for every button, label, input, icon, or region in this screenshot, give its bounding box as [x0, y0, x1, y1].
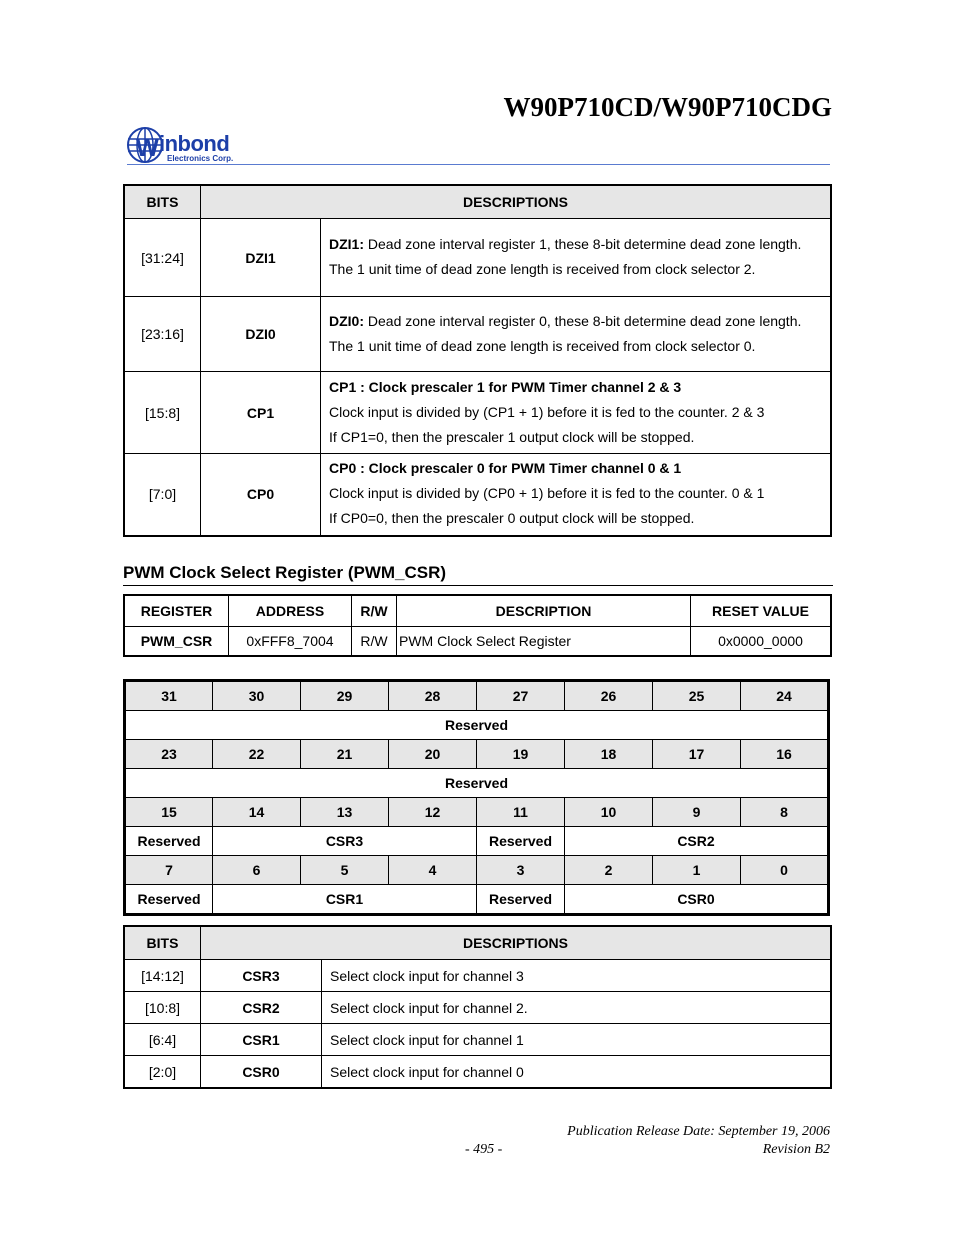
description-cell — [321, 372, 832, 454]
register-table — [123, 594, 832, 657]
bit-number: 9 — [653, 798, 741, 827]
bits-cell: [2:0] — [124, 1056, 201, 1089]
bit-number: 15 — [125, 798, 213, 827]
bit-number: 24 — [741, 681, 829, 711]
header-descriptions: DESCRIPTIONS — [201, 926, 832, 960]
bit-number: 19 — [477, 740, 565, 769]
table-row — [124, 1024, 831, 1056]
bit-field: Reserved — [125, 827, 213, 856]
table-row — [124, 992, 831, 1024]
bits-cell: [10:8] — [124, 992, 201, 1024]
bit-number: 18 — [565, 740, 653, 769]
table-row — [124, 627, 831, 657]
bit-field: CSR2 — [565, 827, 829, 856]
field-name-cell: CSR3 — [201, 960, 322, 992]
header-descriptions: DESCRIPTIONS — [201, 185, 832, 219]
bits-cell: [6:4] — [124, 1024, 201, 1056]
bit-number: 12 — [389, 798, 477, 827]
reset-value-cell: 0x0000_0000 — [691, 627, 832, 657]
description-line: If CP1=0, then the prescaler 1 output clock will be stopped. — [329, 428, 695, 445]
description-text: Dead zone interval register 0, these 8-bit determine dead zone length. — [364, 312, 802, 329]
bit-number: 16 — [741, 740, 829, 769]
bit-field-row — [125, 711, 829, 740]
description-cell — [321, 454, 832, 536]
field-name-cell: CSR2 — [201, 992, 322, 1024]
bit-field-row — [125, 885, 829, 915]
bit-number: 22 — [213, 740, 301, 769]
rw-cell: R/W — [352, 627, 397, 657]
bit-number: 3 — [477, 856, 565, 885]
description-cell — [321, 219, 832, 297]
field-name-cell: CP1 — [201, 372, 321, 454]
bit-number: 11 — [477, 798, 565, 827]
table-header-row — [124, 595, 831, 627]
bit-number: 14 — [213, 798, 301, 827]
description-cell: Select clock input for channel 0 — [322, 1056, 832, 1089]
description-cell: Select clock input for channel 2. — [322, 992, 832, 1024]
description-lead: DZI1: — [329, 236, 364, 252]
bit-number: 27 — [477, 681, 565, 711]
section-rule — [123, 585, 833, 586]
description-line: The 1 unit time of dead zone length is received from clock selector 2. — [329, 261, 756, 277]
logo-wordmark: inbond — [159, 131, 230, 156]
bits-cell: [23:16] — [124, 297, 201, 372]
register-name-cell: PWM_CSR — [124, 627, 229, 657]
bit-number: 13 — [301, 798, 389, 827]
header-bits: BITS — [124, 185, 201, 219]
table-row — [124, 297, 831, 372]
description-heading: CP1 : Clock prescaler 1 for PWM Timer channel 2 & 3 — [329, 378, 682, 395]
bit-number: 21 — [301, 740, 389, 769]
bit-field-row — [125, 769, 829, 798]
winbond-logo — [127, 126, 257, 166]
csr-bits-table — [123, 925, 832, 1089]
header-register: REGISTER — [124, 595, 229, 627]
bit-number: 30 — [213, 681, 301, 711]
bits-cell: [15:8] — [124, 372, 201, 454]
bit-number-row — [125, 681, 829, 711]
field-name-cell: CSR1 — [201, 1024, 322, 1056]
logo-subtitle: Electronics Corp. — [167, 154, 234, 163]
bits-cell: [7:0] — [124, 454, 201, 536]
bit-field: Reserved — [477, 827, 565, 856]
bit-field: Reserved — [125, 769, 829, 798]
bit-field-row — [125, 827, 829, 856]
publication-date: Publication Release Date: September 19, 2006 — [567, 1124, 830, 1139]
table-header-row — [124, 185, 831, 219]
bit-number-row — [125, 798, 829, 827]
description-line: Clock input is divided by (CP0 + 1) before it is fed to the counter. 0 & 1 — [329, 485, 765, 502]
description-lead: DZI0: — [329, 312, 364, 329]
bit-field: Reserved — [125, 885, 213, 915]
description-line: The 1 unit time of dead zone length is received from clock selector 0. — [329, 337, 756, 354]
bit-number: 0 — [741, 856, 829, 885]
bit-number: 29 — [301, 681, 389, 711]
bit-number: 2 — [565, 856, 653, 885]
description-line — [329, 235, 822, 254]
description-line: If CP0=0, then the prescaler 0 output clock will be stopped. — [329, 510, 695, 527]
description-line: Clock input is divided by (CP1 + 1) before it is fed to the counter. 2 & 3 — [329, 403, 765, 420]
bits-descriptions-table — [123, 184, 832, 537]
bit-number: 28 — [389, 681, 477, 711]
bit-number: 7 — [125, 856, 213, 885]
description-heading: CP0 : Clock prescaler 0 for PWM Timer channel 0 & 1 — [329, 460, 682, 477]
bit-number: 25 — [653, 681, 741, 711]
page-number: - 495 - — [465, 1142, 503, 1157]
bit-field: CSR3 — [213, 827, 477, 856]
bits-cell: [31:24] — [124, 219, 201, 297]
bit-field: Reserved — [477, 885, 565, 915]
bit-number: 20 — [389, 740, 477, 769]
description-cell — [321, 297, 832, 372]
description-line — [329, 312, 822, 331]
description-cell: PWM Clock Select Register — [397, 627, 691, 657]
revision: Revision B2 — [762, 1142, 830, 1157]
table-row — [124, 1056, 831, 1089]
description-cell: Select clock input for channel 1 — [322, 1024, 832, 1056]
bit-number: 23 — [125, 740, 213, 769]
description-cell: Select clock input for channel 3 — [322, 960, 832, 992]
header-bits: BITS — [124, 926, 201, 960]
bits-cell: [14:12] — [124, 960, 201, 992]
bit-number-row — [125, 856, 829, 885]
section-title: PWM Clock Select Register (PWM_CSR) — [123, 563, 447, 582]
table-row — [124, 219, 831, 297]
table-row — [124, 960, 831, 992]
bit-number: 6 — [213, 856, 301, 885]
table-row — [124, 454, 831, 536]
header-reset-value: RESET VALUE — [691, 595, 832, 627]
field-name-cell: DZI0 — [201, 297, 321, 372]
bit-number: 1 — [653, 856, 741, 885]
svg-text:W: W — [136, 135, 159, 162]
bit-number: 10 — [565, 798, 653, 827]
bit-number: 8 — [741, 798, 829, 827]
description-text: Dead zone interval register 1, these 8-bit determine dead zone length. — [364, 236, 802, 252]
bit-number: 4 — [389, 856, 477, 885]
bit-number: 5 — [301, 856, 389, 885]
header-description: DESCRIPTION — [397, 595, 691, 627]
field-name-cell: DZI1 — [201, 219, 321, 297]
header-address: ADDRESS — [229, 595, 352, 627]
bit-field: Reserved — [125, 711, 829, 740]
header-rule — [127, 164, 830, 165]
field-name-cell: CSR0 — [201, 1056, 322, 1089]
table-header-row — [124, 926, 831, 960]
field-name-cell: CP0 — [201, 454, 321, 536]
bit-number: 31 — [125, 681, 213, 711]
bit-field: CSR0 — [565, 885, 829, 915]
address-cell: 0xFFF8_7004 — [229, 627, 352, 657]
bit-number-row — [125, 740, 829, 769]
header-rw: R/W — [352, 595, 397, 627]
bit-field: CSR1 — [213, 885, 477, 915]
table-row — [124, 372, 831, 454]
document-title: W90P710CD/W90P710CDG — [503, 92, 832, 122]
bit-number: 26 — [565, 681, 653, 711]
bit-layout-table — [123, 679, 830, 916]
bit-number: 17 — [653, 740, 741, 769]
